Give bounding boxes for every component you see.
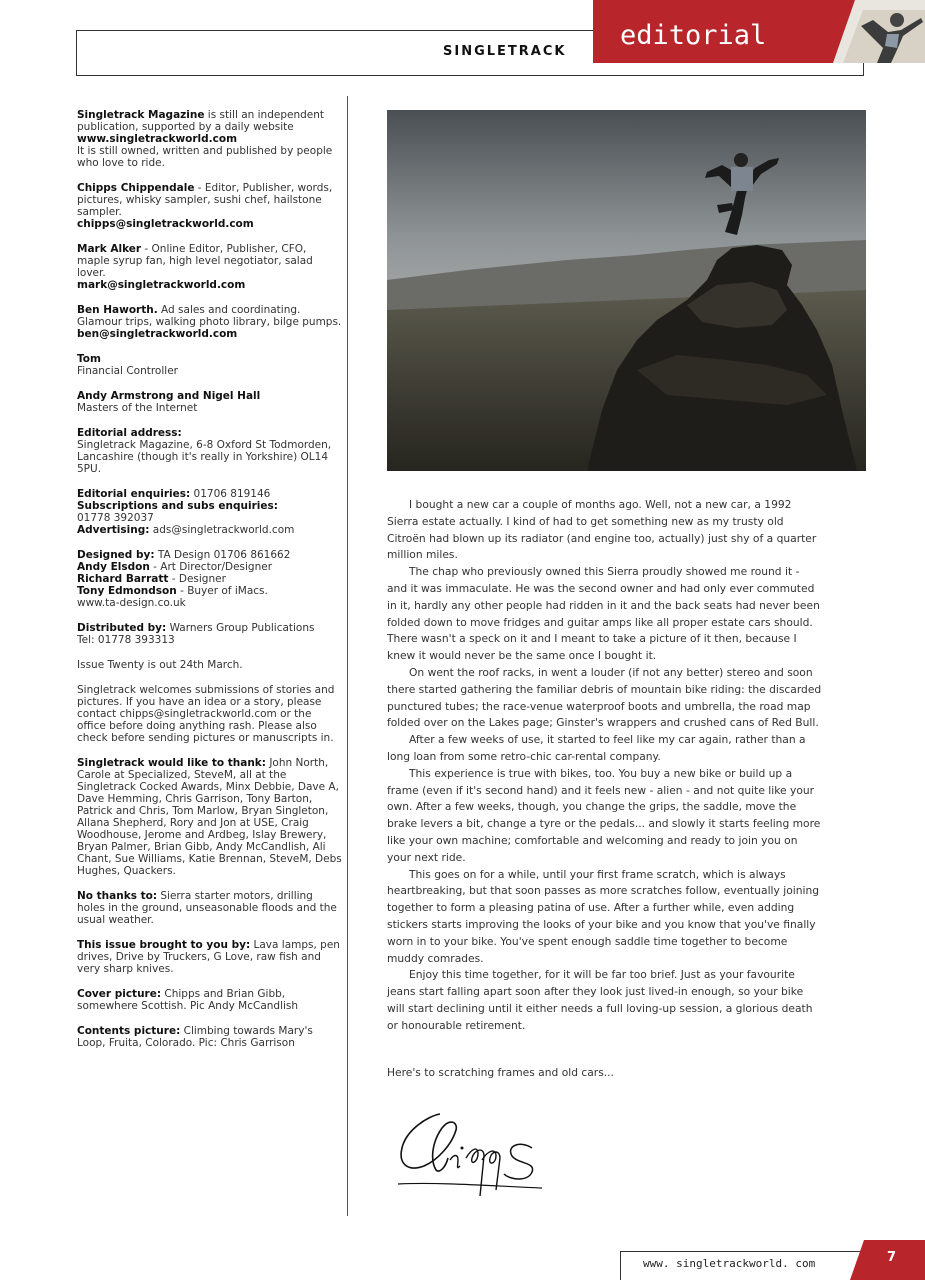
rider-on-rock-photo <box>387 110 866 471</box>
staff-ben <box>77 304 342 340</box>
contents-text: Climbing towards Mary's Loop, Fruita, Colorado. Pic: Chris Garrison <box>77 1025 313 1049</box>
staff-name: Ben Haworth. <box>77 304 158 316</box>
section-tab <box>593 0 925 63</box>
no-thanks-text: Sierra starter motors, drilling holes in the ground, unseasonable floods and the usual weather. <box>77 890 337 926</box>
staff-chipps <box>77 182 342 230</box>
staff-email: ben@singletrackworld.com <box>77 328 238 340</box>
article-paragraph: This experience is true with bikes, too. You buy a new bike or build up a frame (even if it's second hand) and it feels new - alien - and not quite like your own. After a few weeks, though, you change the grips, the saddle, move the brake levers a bit, change a tyre or the pedals... and slowly it starts feeling more like your own machine; comfortable and welcoming and ready to join you on your next ride. <box>387 766 821 864</box>
distributed-label: Distributed by: <box>77 622 167 634</box>
contents-picture-credit <box>77 1025 342 1049</box>
advertising-label: Advertising: <box>77 524 150 536</box>
editorial-address <box>77 427 342 475</box>
brought-by-block <box>77 939 342 975</box>
staff-name: Andy Armstrong and Nigel Hall <box>77 390 261 402</box>
editorial-phone: 01706 819146 <box>190 488 271 500</box>
staff-role: Masters of the Internet <box>77 402 198 414</box>
article-paragraph: After a few weeks of use, it started to feel like my car again, rather than a long loan from some retro-chic car-rental company. <box>387 733 806 763</box>
article-paragraph: I bought a new car a couple of months ago. Well, not a new car, a 1992 Sierra estate actually. I kind of had to get something new as my trusty old Citroën had blown up its radiator (and engine too, actually) just shy of a quarter million miles. <box>387 498 817 562</box>
designer-role: - Designer <box>168 573 226 585</box>
column-divider <box>347 96 348 1216</box>
contents-label: Contents picture: <box>77 1025 181 1037</box>
no-thanks-label: No thanks to: <box>77 890 158 902</box>
brought-by-label: This issue brought to you by: <box>77 939 251 951</box>
staff-mark <box>77 243 342 291</box>
editorial-article <box>387 497 822 1035</box>
designer-name: Richard Barratt <box>77 573 169 585</box>
design-credits <box>77 549 342 609</box>
staff-role: Financial Controller <box>77 365 178 377</box>
designer-role: - Art Director/Designer <box>149 561 273 573</box>
footer-url: www. singletrackworld. com <box>643 1257 816 1270</box>
submissions-note: Singletrack welcomes submissions of stories and pictures. If you have an idea or a story, please contact chipps@singletrackworld.com or the office before doing anything rash. Please also check before sending pictures or manuscripts in. <box>77 684 335 744</box>
staff-email: mark@singletrackworld.com <box>77 279 246 291</box>
intro-text-2: It is still owned, written and published by people who love to ride. <box>77 145 333 169</box>
staff-name: Tom <box>77 353 101 365</box>
design-text: TA Design 01706 861662 <box>154 549 291 561</box>
design-label: Designed by: <box>77 549 155 561</box>
cover-text: Chipps and Brian Gibb, somewhere Scottish. Pic Andy McCandlish <box>77 988 299 1012</box>
website-url: www.singletrackworld.com <box>77 133 238 145</box>
staff-email: chipps@singletrackworld.com <box>77 218 254 230</box>
cover-picture-credit <box>77 988 342 1012</box>
thanks-text: John North, Carole at Specialized, SteveM, all at the Singletrack Cocked Awards, Minx Debbie, Dave A, Dave Hemming, Chris Garrison, Tony Barton, Patrick and Chris, Tom Marlow, Bryan Singleton, Allana Shepherd, Rory and Jon at USE, Craig Woodhouse, Jerome and Ardbeg, Islay Brewery, Bryan Palmer, Brian Gibb, Andy McCandlish, Ali Chant, Sue Williams, Katie Brennan, SteveM, Debs Hughes, Quackers. <box>77 757 342 877</box>
article-paragraph: The chap who previously owned this Sierra proudly showed me round it - and it was immaculate. He was the second owner and had only ever commuted in it, hardly any other people had ridden in it and the back seats had never been folded down to move fridges and guitar amps like all proper estate cars should. There wasn't a speck on it and I meant to take a picture of it then, because I knew it would never be the same once I bought it. <box>387 565 820 663</box>
signature-chipps <box>392 1100 552 1204</box>
page-number: 7 <box>887 1250 897 1265</box>
masthead-column <box>77 109 342 1062</box>
section-title: editorial <box>620 20 767 51</box>
staff-name: Chipps Chippendale <box>77 182 195 194</box>
address-label: Editorial address: <box>77 427 182 439</box>
subs-phone: 01778 392037 <box>77 512 154 524</box>
brand-logo: SINGLETRACK <box>443 44 567 59</box>
staff-role: - Online Editor, Publisher, CFO, maple syrup fan, high level negotiator, salad lover. <box>77 243 313 279</box>
staff-name: Mark Alker <box>77 243 142 255</box>
staff-internet <box>77 390 342 414</box>
thanks-block <box>77 757 342 877</box>
editorial-enquiries-label: Editorial enquiries: <box>77 488 191 500</box>
address-text: Singletrack Magazine, 6-8 Oxford St Todmorden, Lancashire (though it's really in Yorkshire) OL14 5PU. <box>77 439 332 475</box>
magazine-name: Singletrack Magazine <box>77 109 205 121</box>
brought-by-text: Lava lamps, pen drives, Drive by Truckers, G Love, raw fish and very sharp knives. <box>77 939 340 975</box>
closing-line: Here's to scratching frames and old cars... <box>387 1066 614 1079</box>
intro-block <box>77 109 342 169</box>
rider-photo-icon <box>833 0 925 63</box>
thanks-label: Singletrack would like to thank: <box>77 757 266 769</box>
article-paragraph: Enjoy this time together, for it will be far too brief. Just as your favourite jeans start falling apart soon after they look just lived-in enough, so your bike will start declining until it either needs a full loving-up session, a glorious death or honourable retirement. <box>387 968 813 1032</box>
article-paragraph: This goes on for a while, until your first frame scratch, which is always heartbreaking, but that soon passes as more scratches follow, eventually joining together to form a pleasing patina of use. After a further while, even adding stickers starts improving the looks of your bike and you know that you've finally worn in to your bike. You've spent enough saddle time together to become muddy comrades. <box>387 867 820 965</box>
distributor-name: Warners Group Publications <box>166 622 315 634</box>
staff-role: Ad sales and coordinating. Glamour trips, walking photo library, bilge pumps. <box>77 304 342 328</box>
advertising-email: ads@singletrackworld.com <box>149 524 295 536</box>
designer-role: - Buyer of iMacs. <box>176 585 268 597</box>
cover-label: Cover picture: <box>77 988 162 1000</box>
staff-tom <box>77 353 342 377</box>
enquiries-block <box>77 488 342 536</box>
staff-role: - Editor, Publisher, words, pictures, whisky sampler, sushi chef, hailstone sampler. <box>77 182 333 218</box>
design-url: www.ta-design.co.uk <box>77 597 186 609</box>
no-thanks-block <box>77 890 342 926</box>
signature-text: Chipps <box>392 1100 396 1101</box>
distributor-tel: Tel: 01778 393313 <box>77 634 175 646</box>
issue-note: Issue Twenty is out 24th March. <box>77 659 243 671</box>
article-paragraph: On went the roof racks, in went a louder (if not any better) stereo and soon there started gathering the familiar debris of mountain bike riding: the discarded punctured tubes; the race-venue waterproof boots and umbrella, the road map folded over on the Lakes page; Ginster's wrappers and crushed cans of Red Bull. <box>387 665 822 730</box>
subs-label: Subscriptions and subs enquiries: <box>77 500 278 512</box>
intro-text: is still an independent publication, supported by a daily website <box>77 109 325 133</box>
distribution <box>77 622 342 646</box>
designer-name: Andy Elsdon <box>77 561 150 573</box>
designer-name: Tony Edmondson <box>77 585 177 597</box>
